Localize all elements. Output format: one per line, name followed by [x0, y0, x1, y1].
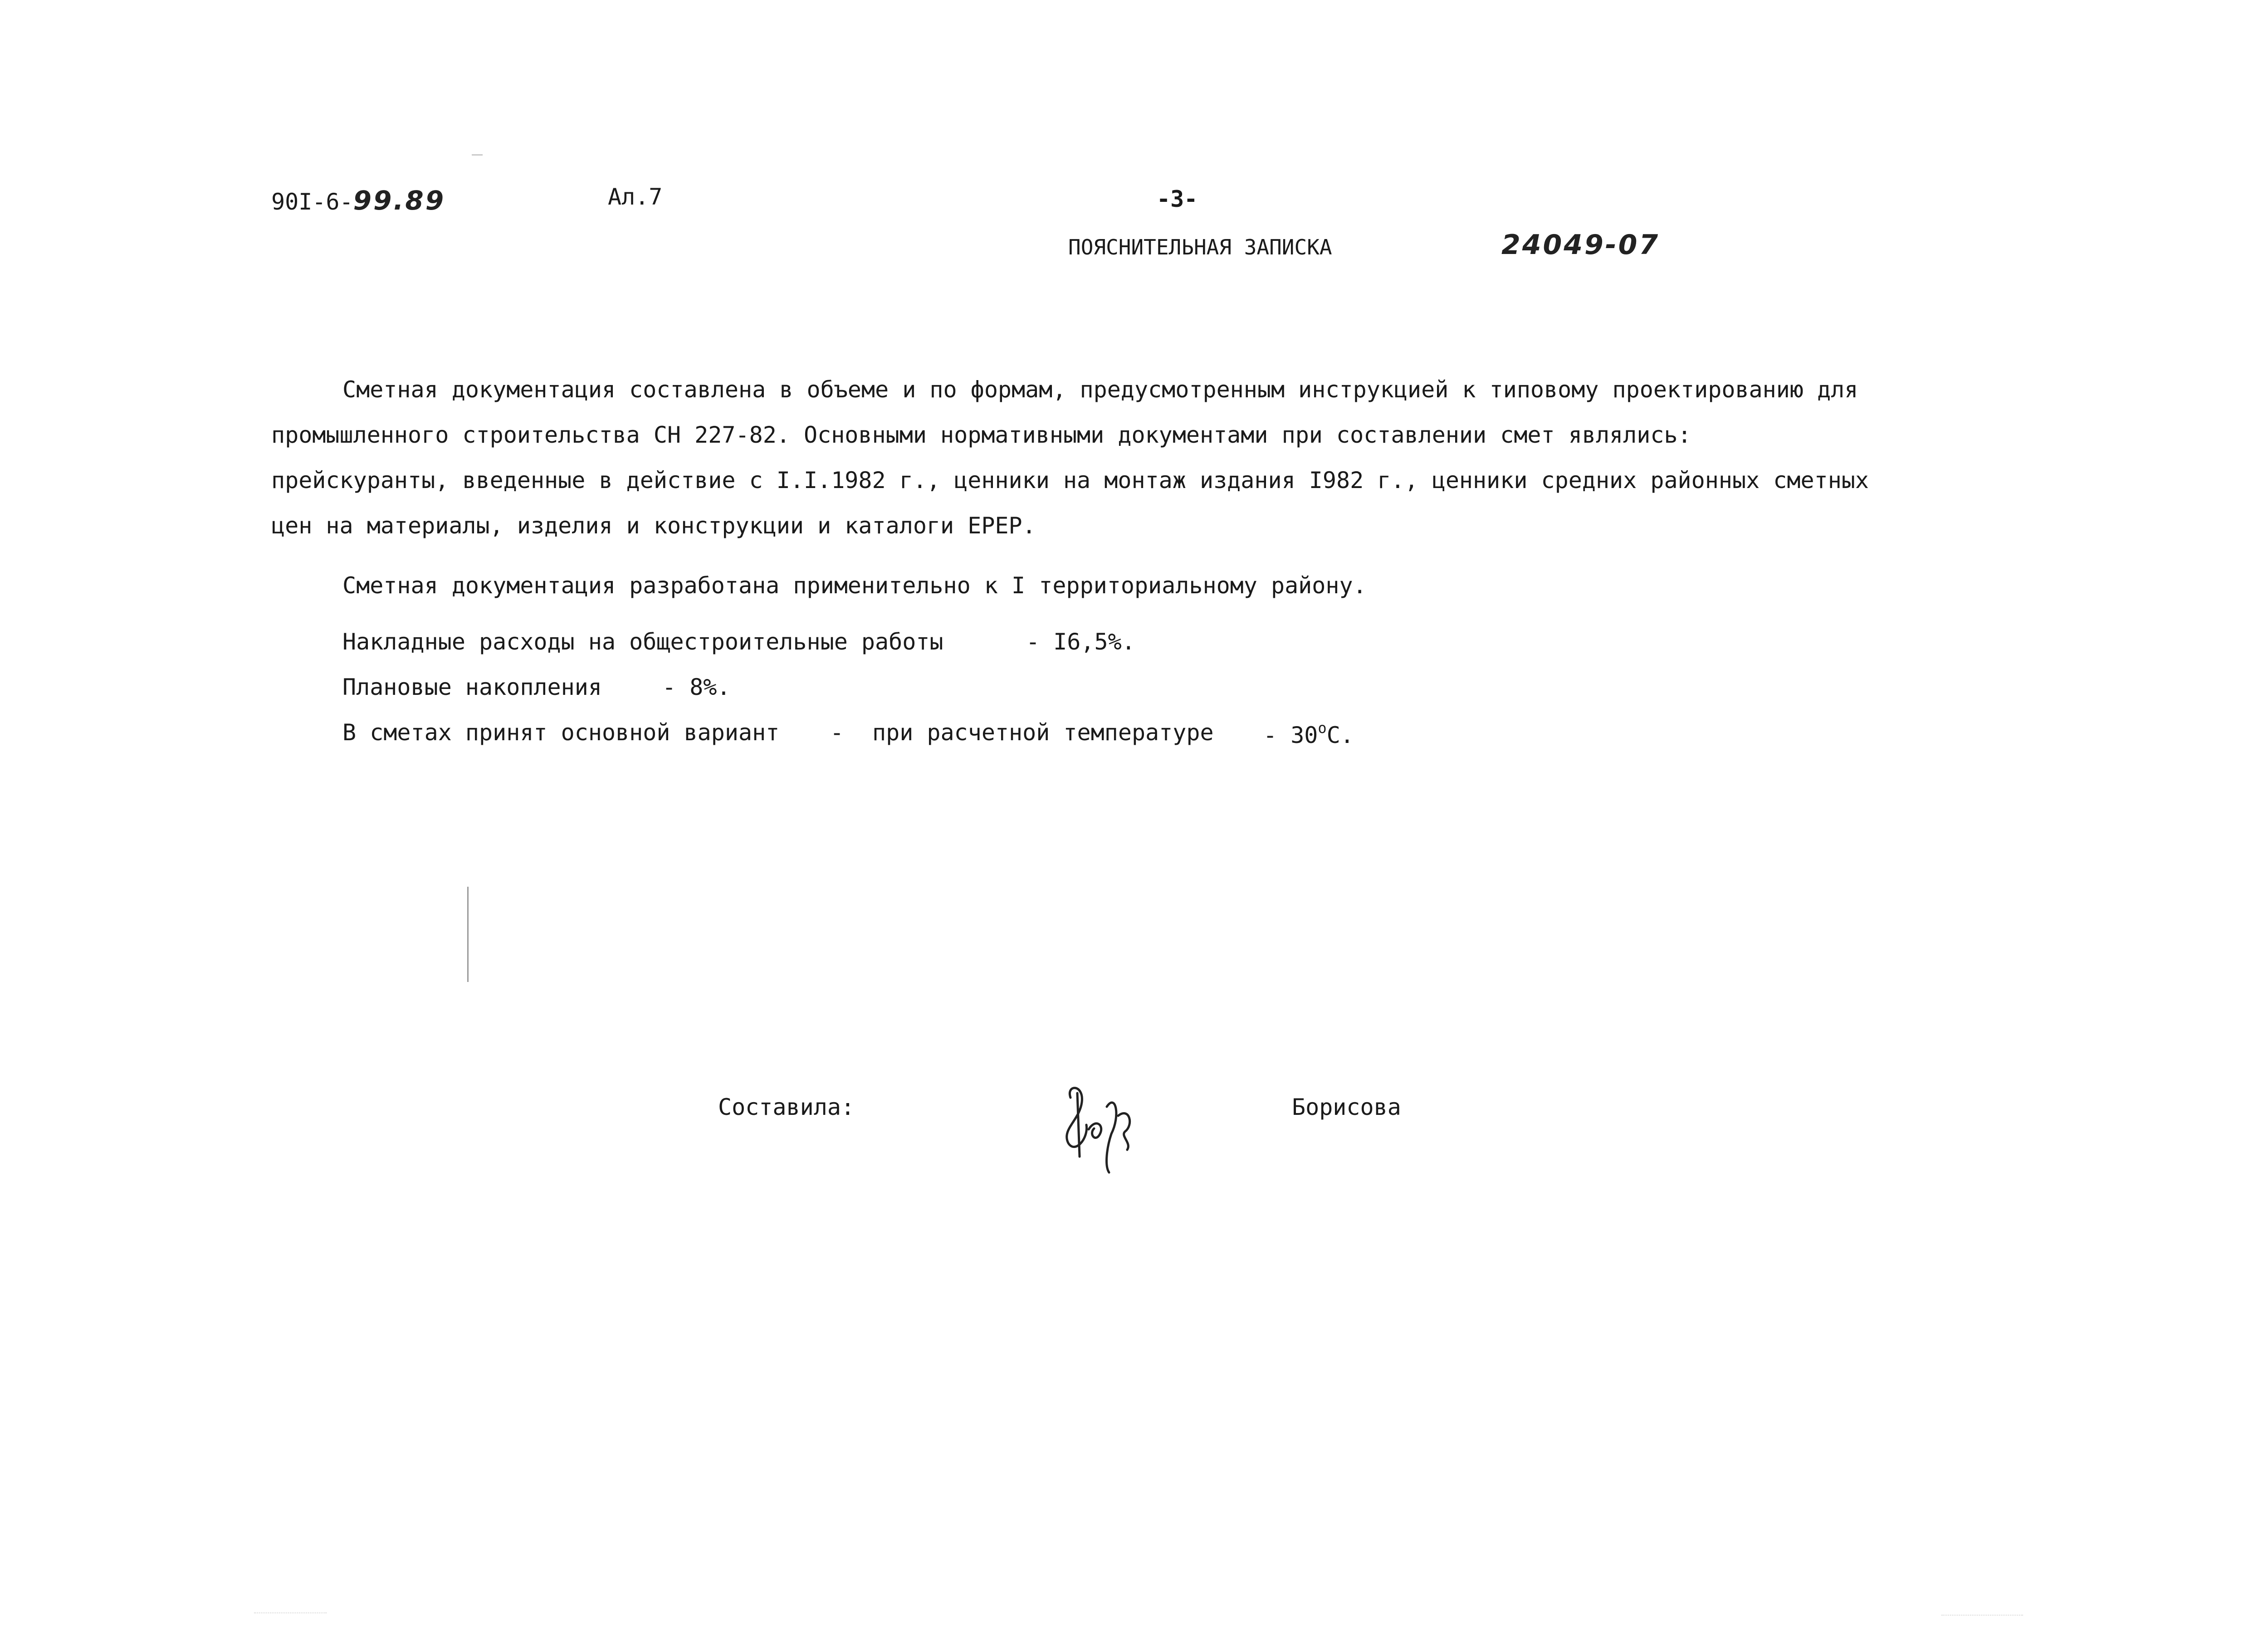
album-number: Ал.7: [608, 184, 663, 210]
doc-code-prefix: 90I-6-: [271, 189, 353, 215]
paragraph-line-3: прейскуранты, введенные в действие с I.I.1982 г., ценники на монтаж издания I982 г., ценники средних районных сметных: [271, 467, 1869, 493]
variant-dash: -: [830, 719, 844, 746]
top-speck: [472, 154, 483, 156]
scan-artifact-left: [254, 1612, 327, 1614]
inventory-number: 24049-07: [1501, 229, 1660, 261]
doc-code: [271, 185, 445, 216]
overhead-label: Накладные расходы на общестроительные работы: [342, 629, 943, 655]
compiler-name: Борисова: [1292, 1094, 1401, 1120]
paragraph-line-2: промышленного строительства СН 227-82. Основными нормативными документами при составлении смет являлись:: [271, 422, 1691, 448]
doc-code-handwritten: 99.89: [353, 185, 446, 216]
page-title: ПОЯСНИТЕЛЬНАЯ ЗАПИСКА: [1068, 235, 1332, 259]
overhead-value: - I6,5%.: [1026, 629, 1135, 655]
planned-value: - 8%.: [662, 674, 731, 700]
paragraph-line-4: цен на материалы, изделия и конструкции и каталоги ЕРЕР.: [271, 513, 1036, 539]
planned-label: Плановые накопления: [342, 674, 602, 700]
variant-temp-unit: С.: [1326, 722, 1354, 748]
variant-temp-value: - 30: [1263, 722, 1318, 748]
variant-temp: [1263, 719, 1354, 748]
margin-mark: [467, 887, 469, 982]
page-number: -3-: [1157, 186, 1198, 212]
scan-artifact-right: [1941, 1615, 2023, 1617]
paragraph-line-1: Сметная документация составлена в объеме и по формам, предусмотренным инструкцией к типовому проектированию для: [342, 376, 1858, 403]
handwritten-signature: [1052, 1075, 1143, 1179]
region-line: Сметная документация разработана применительно к I территориальному району.: [342, 572, 1367, 599]
variant-temp-degree: о: [1318, 719, 1327, 737]
variant-label: В сметах принят основной вариант: [342, 719, 780, 746]
compiled-by-label: Составила:: [718, 1094, 855, 1120]
variant-temp-label: при расчетной температуре: [872, 719, 1214, 746]
